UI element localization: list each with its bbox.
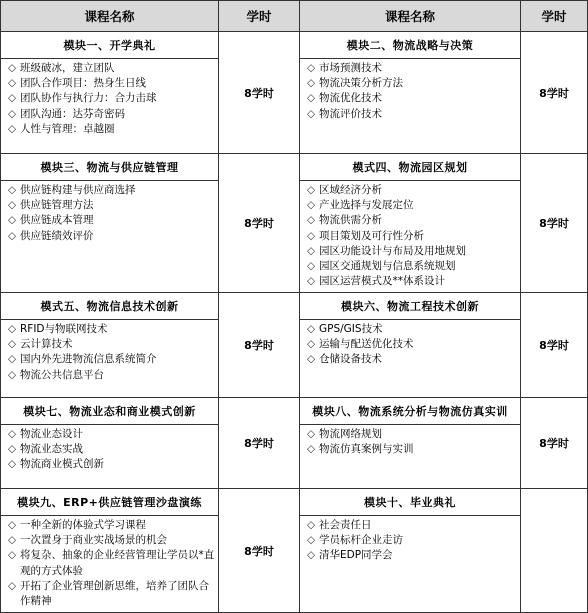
topic-text: 园区交通规划与信息系统规划 <box>319 260 456 273</box>
module-hours: 8学时 <box>219 489 300 613</box>
topic-item <box>307 76 517 91</box>
diamond-bullet-icon: ◇ <box>8 428 17 440</box>
topic-text: 园区运营模式及**体系设计 <box>319 275 445 288</box>
topic-item <box>307 274 517 289</box>
header-course-name-right: 课程名称 <box>300 1 521 32</box>
topic-item <box>8 107 215 122</box>
topic-item <box>8 229 215 244</box>
module-hours: 8学时 <box>521 154 588 293</box>
topic-text: 物流商业模式创新 <box>20 458 104 471</box>
module-title: 模块九、ERP+供应链管理沙盘演练 <box>1 489 219 516</box>
topic-text: 仓储设备技术 <box>319 353 382 366</box>
diamond-bullet-icon: ◇ <box>307 353 316 366</box>
module-topics <box>300 516 521 613</box>
topic-text: 园区功能设计与布局及用地规划 <box>319 244 466 257</box>
topic-text: 运输与配送优化技术 <box>319 338 414 351</box>
topic-text: 学员标杆企业走访 <box>319 534 403 547</box>
diamond-bullet-icon: ◇ <box>307 92 316 105</box>
topic-item <box>8 213 215 228</box>
module-title: 模块一、开学典礼 <box>1 32 219 59</box>
diamond-bullet-icon: ◇ <box>8 214 17 227</box>
topic-item <box>8 61 215 76</box>
module-title: 模式五、物流信息技术创新 <box>1 293 219 320</box>
topic-item <box>307 198 517 213</box>
module-title: 模块二、物流战略与决策 <box>300 32 521 59</box>
topic-text: 物流决策分析方法 <box>319 77 403 90</box>
diamond-bullet-icon: ◇ <box>307 107 316 120</box>
topic-text: 物流优化技术 <box>319 92 382 105</box>
topic-item <box>307 337 517 352</box>
topic-text: 一次置身于商业实战场景的机会 <box>20 534 167 547</box>
module-topics <box>300 181 521 293</box>
topic-item <box>307 107 517 122</box>
diamond-bullet-icon: ◇ <box>8 77 17 90</box>
header-course-name-left: 课程名称 <box>1 1 219 32</box>
diamond-bullet-icon: ◇ <box>307 338 316 351</box>
diamond-bullet-icon: ◇ <box>307 549 316 562</box>
topic-text: 物流评价技术 <box>319 107 382 120</box>
topic-item <box>307 352 517 367</box>
topic-item <box>8 337 215 352</box>
topic-text: 物流仿真案例与实训 <box>319 443 414 456</box>
topic-item <box>307 229 517 244</box>
module-hours: 8学时 <box>521 293 588 398</box>
topic-text: 物流业态实战 <box>20 443 83 456</box>
diamond-bullet-icon: ◇ <box>307 534 316 547</box>
diamond-bullet-icon: ◇ <box>307 229 316 242</box>
header-hours-left: 学时 <box>219 1 300 32</box>
topic-text: 供应链绩效评价 <box>20 229 94 242</box>
module-title: 模块三、物流与供应链管理 <box>1 154 219 181</box>
module-title: 模块十、毕业典礼 <box>300 489 521 516</box>
topic-item <box>307 61 517 76</box>
header-hours-right: 学时 <box>521 1 588 32</box>
diamond-bullet-icon: ◇ <box>8 534 17 547</box>
topic-item <box>307 213 517 228</box>
topic-text: 清华EDP同学会 <box>319 549 393 562</box>
topic-text: 项目策划及可行性分析 <box>319 229 424 242</box>
topic-text: 市场预测技术 <box>319 62 382 74</box>
diamond-bullet-icon: ◇ <box>8 184 17 196</box>
diamond-bullet-icon: ◇ <box>307 214 316 227</box>
topic-item <box>307 91 517 106</box>
diamond-bullet-icon: ◇ <box>307 184 316 196</box>
module-title: 模块八、物流系统分析与物流仿真实训 <box>300 398 521 425</box>
module-topics <box>1 425 219 489</box>
topic-text: 云计算技术 <box>20 338 73 351</box>
module-title: 模块七、物流业态和商业模式创新 <box>1 398 219 425</box>
topic-item <box>8 352 215 367</box>
diamond-bullet-icon: ◇ <box>307 244 316 257</box>
topic-text: 供应链构建与供应商选择 <box>20 184 136 196</box>
module-hours: 8学时 <box>219 154 300 293</box>
topic-text: 团队沟通：达芬奇密码 <box>20 107 125 120</box>
diamond-bullet-icon: ◇ <box>8 323 17 335</box>
topic-item <box>307 427 517 442</box>
topic-item <box>307 183 517 198</box>
topic-text: 区域经济分析 <box>319 184 382 196</box>
diamond-bullet-icon: ◇ <box>8 579 17 592</box>
topic-text: 物流供需分析 <box>319 214 382 227</box>
diamond-bullet-icon: ◇ <box>8 62 17 74</box>
topic-text: 团队合作项目：热身生日线 <box>20 77 146 90</box>
topic-text: 人性与管理：卓越圈 <box>20 122 115 135</box>
diamond-bullet-icon: ◇ <box>307 260 316 273</box>
module-title-row <box>1 32 588 59</box>
topic-item <box>8 198 215 213</box>
topic-item <box>8 533 215 548</box>
topic-item <box>8 91 215 106</box>
module-hours: 8学时 <box>521 32 588 154</box>
topic-item <box>307 259 517 274</box>
diamond-bullet-icon: ◇ <box>307 77 316 90</box>
topic-item <box>8 122 215 137</box>
topic-item <box>307 244 517 259</box>
topic-item <box>8 76 215 91</box>
diamond-bullet-icon: ◇ <box>307 199 316 212</box>
diamond-bullet-icon: ◇ <box>307 275 316 288</box>
topic-item <box>8 442 215 457</box>
topic-item <box>8 457 215 472</box>
diamond-bullet-icon: ◇ <box>307 323 316 335</box>
diamond-bullet-icon: ◇ <box>8 199 17 212</box>
topic-text: 供应链管理方法 <box>20 199 94 212</box>
diamond-bullet-icon: ◇ <box>307 428 316 440</box>
header-row <box>1 1 588 32</box>
topic-text: 物流网络规划 <box>319 428 382 440</box>
module-hours: 8学时 <box>219 32 300 154</box>
module-title-row <box>1 398 588 425</box>
module-topics <box>1 181 219 293</box>
topic-item <box>307 322 517 337</box>
topic-item <box>8 427 215 442</box>
module-topics <box>1 516 219 613</box>
topic-text: 一种全新的体验式学习课程 <box>20 519 146 531</box>
module-topics <box>1 320 219 398</box>
topic-item <box>307 548 517 563</box>
diamond-bullet-icon: ◇ <box>8 229 17 242</box>
topic-item <box>307 533 517 548</box>
diamond-bullet-icon: ◇ <box>8 107 17 120</box>
diamond-bullet-icon: ◇ <box>8 122 17 135</box>
topic-item <box>8 518 215 533</box>
diamond-bullet-icon: ◇ <box>8 519 17 531</box>
diamond-bullet-icon: ◇ <box>307 62 316 74</box>
module-hours: 8学时 <box>521 398 588 489</box>
module-topics <box>300 59 521 154</box>
topic-text: 物流业态设计 <box>20 428 83 440</box>
module-hours: 8学时 <box>219 293 300 398</box>
module-title: 模块六、物流工程技术创新 <box>300 293 521 320</box>
topic-text: 产业选择与发展定位 <box>319 199 414 212</box>
topic-text: 团队协作与执行力：合力击球 <box>20 92 157 105</box>
topic-item <box>307 442 517 457</box>
diamond-bullet-icon: ◇ <box>8 458 17 471</box>
topic-text: 国内外先进物流信息系统简介 <box>20 353 157 366</box>
diamond-bullet-icon: ◇ <box>307 443 316 456</box>
topic-text: 供应链成本管理 <box>20 214 94 227</box>
module-title-row <box>1 154 588 181</box>
topic-text: 班级破冰，建立团队 <box>20 62 115 74</box>
module-topics <box>300 320 521 398</box>
diamond-bullet-icon: ◇ <box>8 338 17 351</box>
topic-item <box>8 368 215 383</box>
module-topics <box>300 425 521 489</box>
topic-item <box>8 322 215 337</box>
topic-text: 物流公共信息平台 <box>20 368 104 381</box>
topic-item <box>8 183 215 198</box>
diamond-bullet-icon: ◇ <box>307 519 316 531</box>
topic-text: RFID与物联网技术 <box>20 323 108 335</box>
diamond-bullet-icon: ◇ <box>8 92 17 105</box>
topic-text: 开拓了企业管理创新思维，培养了团队合作精神 <box>20 579 209 608</box>
module-title: 模式四、物流园区规划 <box>300 154 521 181</box>
module-title-row <box>1 489 588 516</box>
module-hours <box>521 489 588 613</box>
diamond-bullet-icon: ◇ <box>8 368 17 381</box>
module-topics <box>1 59 219 154</box>
topic-text: 社会责任日 <box>319 519 372 531</box>
diamond-bullet-icon: ◇ <box>8 353 17 366</box>
module-hours: 8学时 <box>219 398 300 489</box>
module-title-row <box>1 293 588 320</box>
diamond-bullet-icon: ◇ <box>8 549 17 562</box>
topic-text: 将复杂、抽象的企业经营管理让学员以*直观的方式体验 <box>20 549 215 577</box>
topic-item <box>307 518 517 533</box>
topic-text: GPS/GIS技术 <box>319 323 383 335</box>
diamond-bullet-icon: ◇ <box>8 443 17 456</box>
topic-item <box>8 548 215 578</box>
topic-item <box>8 579 215 609</box>
